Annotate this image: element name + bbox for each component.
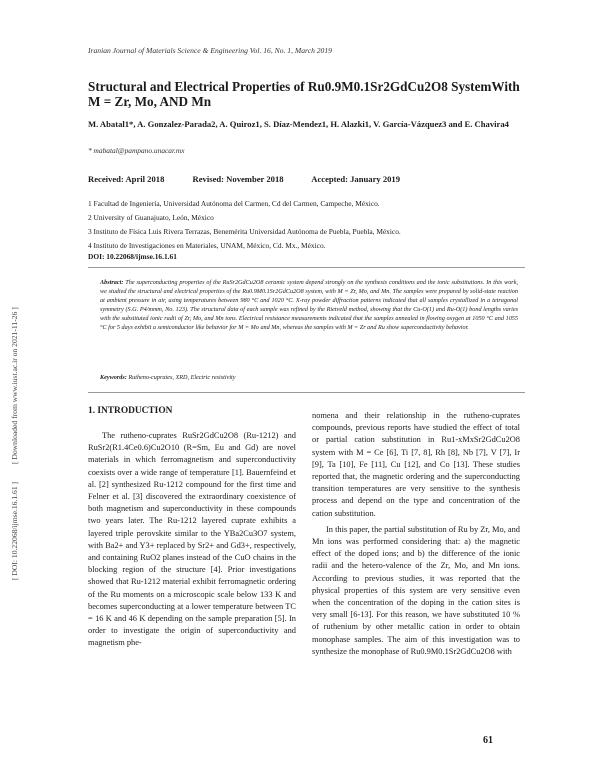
side-doi: [ DOI: 10.22068/ijmse.16.1.61 ] <box>10 481 19 580</box>
affiliation-3: 3 Instituto de Física Luis Rivera Terrazas, Benemérita Universidad Autónoma de Puebla, Puebla, México. <box>88 226 401 236</box>
right-column <box>312 410 520 662</box>
journal-header: Iranian Journal of Materials Science & Engineering Vol. 16, No. 1, March 2019 <box>88 46 332 55</box>
abstract <box>100 278 518 333</box>
keywords-text: Rutheno-cuprates, XRD, Electric resistivity <box>128 374 236 381</box>
side-downloaded: [ Downloaded from www.iust.ac.ir on 2021-11-26 ] <box>10 307 19 465</box>
affiliations <box>88 197 528 253</box>
revised-date: Revised: November 2018 <box>192 174 284 184</box>
right-paragraph-2: In this paper, the partial substitution of Ru by Zr, Mo, and Mn ions was performed considering that: a) the magnetic effect of the doped ions; and b) the difference of the ionic radii and the hetero-valence of the Zr, Mo, and Mn ions. According to previous studies, it was reported that the physical properties of this system are very sensitive even when the concentration of the doping in the cation sites is very small [6-13]. For this reason, we have substituted 10 % of ruthenium by other metallic cation in order to obtain monophase samples. The aim of this investigation was to synthesize the monophase of Ru0.9M0.1Sr2GdCu2O8 with <box>312 524 520 656</box>
author-list: M. Abatal1*, A. Gonzalez-Parada2, A. Quiroz1, S. Díaz-Mendez1, H. Alazki1, V. García-Vázquez3 and E. Chavira4 <box>88 119 509 129</box>
keywords-label: Keywords: <box>100 374 127 381</box>
doi-link[interactable]: DOI: 10.22068/ijmse.16.1.61 <box>88 252 177 261</box>
submission-dates <box>88 174 528 184</box>
abstract-text: The superconducting properties of the RuSr2GdCu2O8 ceramic system depend strongly on the synthesis conditions and the ionic substitutions. In this work, we studied the structural and electrical properties of the Ru0.9M0.1Sr2GdCu2O8 system, with M = Zr, Mo, and Mn. The samples were prepared by solid-state reaction at ambient pressure in air, using temperatures between 980 °C and 1020 °C. X-ray powder diffraction patterns indicated that all samples crystallized in a tetragonal symmetry (S.G. P4/mmm, No. 123). The structural data of each sample was refined by the Rietveld method, showing that the Cu-O(1) and Ru-O(1) bond lengths varies with the substituted ionic radii of Zr, Mo, and Mn ions. Electrical resistance measurements indicated that the samples annealed in flowing oxygen at 1050 °C and 1055 °C for 5 days exhibit a semiconductor like behavior for M = Mo and Mn, whereas the samples with M = Zr and Ru show superconductivity behavior. <box>100 279 518 332</box>
affiliation-2: 2 University of Guanajuato, León, México <box>88 212 214 222</box>
accepted-date: Accepted: January 2019 <box>311 174 401 184</box>
abstract-label: Abstract: <box>100 279 124 286</box>
affiliation-4: 4 Instituto de Investigaciones en Materiales, UNAM, México, Cd. Mx., México. <box>88 240 326 250</box>
page-number: 61 <box>483 735 493 746</box>
paper-title: Structural and Electrical Properties of Ru0.9M0.1Sr2GdCu2O8 SystemWith M = Zr, Mo, AND Mn <box>88 79 520 109</box>
side-watermark <box>10 240 19 580</box>
section-heading: 1. INTRODUCTION <box>88 406 173 416</box>
divider-top <box>88 267 525 268</box>
keywords <box>100 374 518 381</box>
affiliation-1: 1 Facultad de Ingeniería, Universidad Autónoma del Carmen, Cd del Carmen, Campeche, México. <box>88 199 380 208</box>
left-paragraph: The rutheno-cuprates RuSr2GdCu2O8 (Ru-1212) and RuSr2(R1.4Ce0.6)Cu2O10 (R=Sm, Eu and Gd) are novel materials in which ferromagnetism and superconductivity coexists over a wide range of temperature [1]. Bauernfeind et al. [2] synthesized Ru-1212 compound for the first time and Felner et al. [3] discovered the extraordinary coexistence of both magnetism and superconductivity in these compounds two years later. The Ru-1212 layered cuprate exhibits a layered triple perovskite similar to the YBa2Cu3O7 system, with Ba2+ and Y3+ replaced by Sr2+ and Gd3+, respectively, and containing RuO2 planes instead of the CuO chains in the blocking region of the structure [4]. Prior investigations showed that Ru-1212 material exhibit ferromagnetic ordering of the Ru moments on a microscopic scale below 133 K and becomes superconducting at a lower temperature between TC = 16 K and 46 K depending on the sample preparation [5]. In order to investigate the origin of superconductivity and magnetism phe- <box>88 431 296 648</box>
left-column <box>88 430 296 654</box>
received-date: Received: April 2018 <box>88 174 165 184</box>
right-paragraph-1: nomena and their relationship in the rutheno-cuprates compounds, previous reports have studied the effect of total or partial cation substitution in Ru1-xMxSr2GdCu2O8 system with M = Ce [6], Ti [7, 8], Rh [8], Nb [7], V [7], Ir [9], Ta [10], Fe [11], Cu [12], and Co [13]. These studies reported that, the magnetic ordering and the superconducting transition temperatures are very sensitive to the synthesis process and depend on the type and concentration of the cation substitution. <box>312 411 520 518</box>
divider-bottom <box>88 392 525 393</box>
corresponding-email[interactable]: * mabatal@pampano.unacar.mx <box>88 146 185 155</box>
